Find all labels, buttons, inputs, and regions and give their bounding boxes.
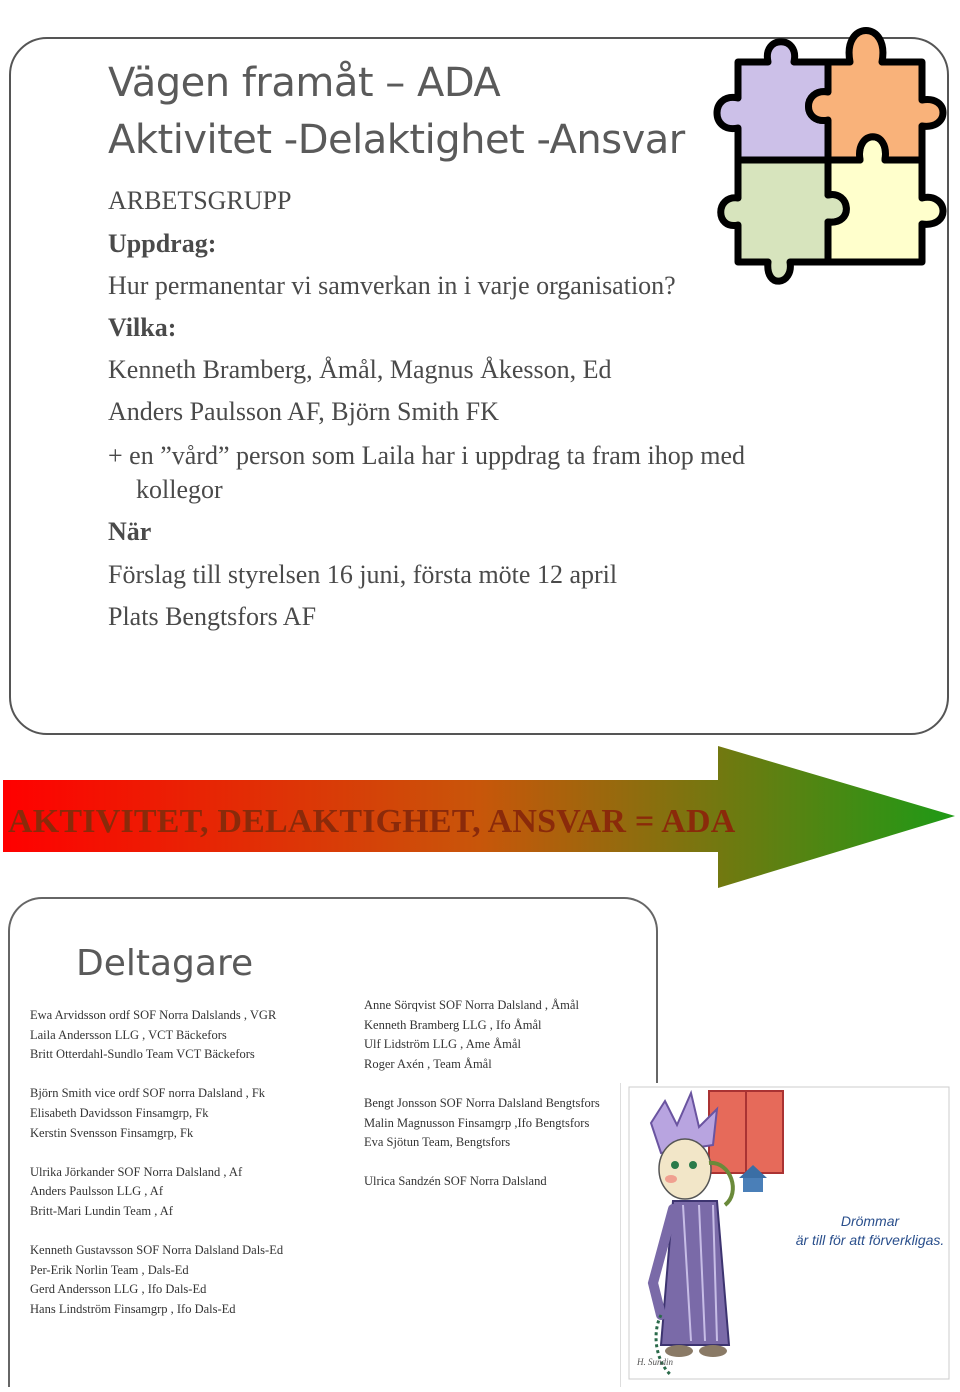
participant-entry: Britt Otterdahl-Sundlo Team VCT Bäckefors (30, 1047, 255, 1062)
participant-entry: Per-Erik Norlin Team , Dals-Ed (30, 1262, 189, 1277)
spacer (364, 1074, 600, 1094)
who-line-3-continued: kollegor (136, 475, 223, 504)
spacer (364, 1153, 600, 1173)
participants-title: Deltagare (76, 943, 254, 984)
when-text: Förslag till styrelsen 16 juni, första möte 12 april (108, 560, 618, 589)
who-line-3: + en ”vård” person som Laila har i uppdrag ta fram ihop med (108, 441, 745, 470)
participant-entry: Bengt Jonsson SOF Norra Dalsland Bengtsfors (364, 1095, 600, 1110)
dream-caption (790, 1212, 950, 1250)
participant-entry: Eva Sjötun Team, Bengtsfors (364, 1135, 511, 1150)
participant-entry: Ulrika Jörkander SOF Norra Dalsland , Af (30, 1164, 243, 1179)
when-heading: När (108, 517, 152, 546)
participant-entry: Anne Sörqvist SOF Norra Dalsland , Åmål (364, 998, 579, 1012)
participant-entry: Gerd Andersson LLG , Ifo Dals-Ed (30, 1282, 207, 1297)
participants-left-column (30, 1006, 283, 1320)
who-line-2: Anders Paulsson AF, Björn Smith FK (108, 397, 499, 426)
dream-caption-line-2: är till för att förverkligas. (795, 1232, 945, 1248)
participants-right-column (364, 996, 600, 1192)
participant-entry: Elisabeth Davidsson Finsamgrp, Fk (30, 1105, 209, 1120)
participant-entry: Kenneth Gustavsson SOF Norra Dalsland Dals-Ed (30, 1243, 284, 1258)
who-heading: Vilka: (108, 313, 177, 342)
participant-entry: Kerstin Svensson Finsamgrp, Fk (30, 1125, 194, 1140)
ada-banner-text: AKTIVITET, DELAKTIGHET, ANSVAR = ADA (8, 803, 736, 840)
participant-entry: Ulf Lidström LLG , Ame Åmål (364, 1037, 521, 1052)
slide-title-line-1: Vägen framåt – ADA (108, 60, 501, 106)
participant-entry: Hans Lindström Finsamgrp , Ifo Dals-Ed (30, 1301, 236, 1316)
participant-entry: Björn Smith vice ordf SOF norra Dalsland , Fk (30, 1086, 266, 1101)
group-label: ARBETSGRUPP (108, 186, 292, 215)
participant-entry: Ewa Arvidsson ordf SOF Norra Dalslands , VGR (30, 1008, 277, 1022)
participant-entry: Kenneth Bramberg LLG , Ifo Åmål (364, 1017, 542, 1032)
who-line-1: Kenneth Bramberg, Åmål, Magnus Åkesson, Ed (108, 355, 612, 384)
participant-entry: Anders Paulsson LLG , Af (30, 1184, 163, 1199)
slide-title-line-2: Aktivitet -Delaktighet -Ansvar (108, 117, 685, 163)
spacer (30, 1065, 283, 1085)
dream-caption-line-1: Drömmar (840, 1213, 900, 1229)
place-text: Plats Bengtsfors AF (108, 602, 317, 631)
puzzle-piece-orange (809, 31, 944, 161)
assignment-text: Hur permanentar vi samverkan in i varje organisation? (108, 271, 676, 300)
participant-entry: Laila Andersson LLG , VCT Bäckefors (30, 1027, 227, 1042)
puzzle-pieces-image (690, 0, 960, 320)
spacer (30, 1222, 283, 1242)
participant-entry: Roger Axén , Team Åmål (364, 1056, 492, 1071)
participant-entry: Malin Magnusson Finsamgrp ,Ifo Bengtsfors (364, 1115, 590, 1130)
participant-entry: Ulrica Sandzén SOF Norra Dalsland (364, 1174, 547, 1189)
assignment-heading: Uppdrag: (108, 229, 217, 258)
participant-entry: Britt-Mari Lundin Team , Af (30, 1203, 173, 1218)
spacer (30, 1143, 283, 1163)
artist-signature: H. Sundin (637, 1357, 673, 1367)
